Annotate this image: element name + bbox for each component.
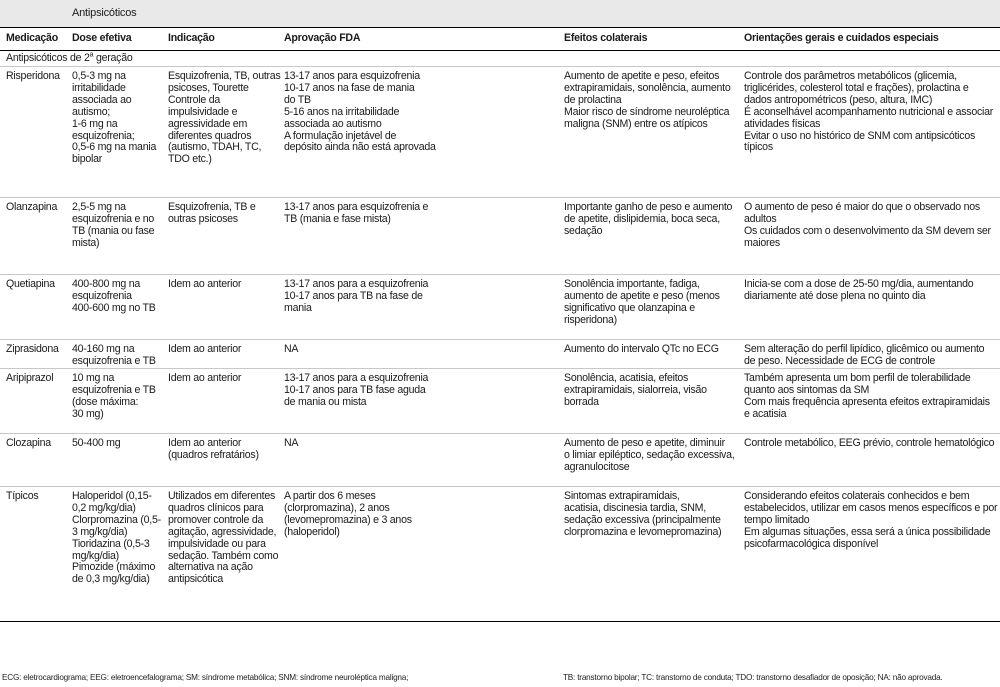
dose-line: 0,2 mg/kg/dia) [72, 501, 136, 514]
cell-medicacao [0, 198, 66, 275]
fda-line: associada ao autismo [284, 117, 382, 130]
efeitos-line: o limiar epiléptico, sedação excessiva, [564, 448, 735, 461]
cell-efeitos [558, 487, 738, 622]
indicacao-line: sedação. Também como [168, 549, 279, 562]
orientacoes-line: Em algumas situações, essa será a única possibilidade [744, 525, 991, 538]
table-row [0, 275, 1000, 340]
orientacoes-line: psicofarmacológica disponível [744, 537, 879, 550]
indicacao-line: alternativa na ação [168, 561, 253, 574]
orientacoes-line: tempo limitado [744, 513, 810, 526]
orientacoes-line: quanto aos sintomas da SM [744, 383, 870, 396]
subheader-cell [0, 51, 1000, 67]
table-row [0, 67, 1000, 198]
efeitos-line: de prolactina [564, 93, 622, 106]
orientacoes-line: dados antropométricos (peso, altura, IMC) [744, 93, 933, 106]
dose-line: 10 mg na [72, 372, 115, 384]
header-dose: Dose efetiva [66, 28, 162, 51]
cell-medicacao [0, 369, 66, 434]
medication-name: Quetiapina [6, 278, 55, 290]
fda-line: de mania ou mista [284, 395, 367, 408]
cell-efeitos [558, 369, 738, 434]
cell-dose [66, 340, 162, 369]
dose-line: 0,5-6 mg na mania [72, 141, 157, 154]
orientacoes-line: Sem alteração do perfil lipídico, glicêmico ou aumento [744, 343, 985, 355]
orientacoes-line: Inicia-se com a dose de 25-50 mg/dia, aumentando [744, 278, 974, 290]
fda-line: A partir dos 6 meses [284, 490, 376, 502]
cell-fda [278, 275, 558, 340]
indicacao-line: Idem ao anterior [168, 278, 242, 290]
efeitos-line: risperidona) [564, 313, 617, 326]
fda-line: 13-17 anos para a esquizofrenia [284, 372, 429, 384]
medication-name: Típicos [6, 490, 39, 502]
indicacao-line: promover controle da [168, 513, 264, 526]
cell-medicacao [0, 487, 66, 622]
header-row [0, 28, 1000, 51]
dose-line: 2,5-5 mg na [72, 201, 126, 213]
dose-line: Tioridazina (0,5-3 [72, 537, 150, 550]
fda-line: NA [284, 343, 299, 355]
subheader-text: Antipsicóticos de 2 [6, 51, 90, 64]
orientacoes-line: maiores [744, 236, 780, 249]
orientacoes-line: Também apresenta um bom perfil de tolerabilidade [744, 372, 971, 384]
cell-efeitos [558, 434, 738, 487]
indicacao-line: Idem ao anterior [168, 372, 242, 384]
dose-line: esquizofrenia e TB [72, 354, 156, 367]
cell-fda [278, 198, 558, 275]
footnote-left: ECG: eletrocardiograma; EEG: eletroencefalograma; SM: síndrome metabólica; SNM: síndrome neuroléptica maligna; [2, 673, 409, 682]
efeitos-line: Importante ganho de peso e aumento [564, 201, 733, 213]
cell-indicacao [162, 434, 278, 487]
dose-line: Haloperidol (0,15- [72, 490, 152, 502]
indicacao-line: (autismo, TDAH, TC, [168, 141, 262, 154]
footnote-right: TB: transtorno bipolar; TC: transtorno de conduta; TDO: transtorno desafiador de oposição; NA: não aprovada. [563, 673, 943, 682]
cell-dose [66, 487, 162, 622]
fda-line: 10-17 anos para TB fase aguda [284, 383, 426, 396]
orientacoes-line: diariamente até dose plena no quinto dia [744, 289, 926, 302]
cell-fda [278, 340, 558, 369]
indicacao-line: quadros clínicos para [168, 501, 264, 514]
dose-line: mista) [72, 236, 100, 249]
header-orientacoes: Orientações gerais e cuidados especiais [738, 28, 1000, 51]
fda-line: 13-17 anos para esquizofrenia [284, 70, 420, 82]
indicacao-line: Esquizofrenia, TB e [168, 201, 256, 213]
medication-name: Ziprasidona [6, 343, 59, 355]
cell-efeitos [558, 275, 738, 340]
orientacoes-line: O aumento de peso é maior do que o observado nos [744, 201, 980, 213]
cell-dose [66, 67, 162, 198]
cell-orientacoes [738, 340, 1000, 369]
fda-line: 10-17 anos para TB na fase de [284, 289, 423, 302]
dose-line: bipolar [72, 153, 103, 166]
indicacao-line: TDO etc.) [168, 153, 212, 166]
dose-line: 40-160 mg na [72, 343, 135, 355]
fda-line: (haloperidol) [284, 525, 340, 538]
cell-efeitos [558, 67, 738, 198]
fda-line: (clorpromazina), 2 anos [284, 501, 390, 514]
orientacoes-line: É aconselhável acompanhamento nutricional e associar [744, 105, 994, 118]
indicacao-line: Idem ao anterior [168, 343, 242, 355]
dose-line: irritabilidade [72, 81, 126, 94]
efeitos-line: de apetite, dislipidemia, boca seca, [564, 212, 720, 225]
cell-orientacoes [738, 198, 1000, 275]
indicacao-line: diferentes quadros [168, 129, 252, 142]
efeitos-line: extrapiramidais, sonolência, aumento [564, 81, 731, 94]
cell-orientacoes [738, 67, 1000, 198]
fda-line: 13-17 anos para esquizofrenia e [284, 201, 429, 213]
header-medicacao: Medicação [0, 28, 66, 51]
dose-line: 30 mg) [72, 407, 104, 420]
table-title: Antipsicóticos [72, 7, 137, 19]
cell-fda [278, 434, 558, 487]
table-title-band [0, 0, 1000, 27]
table-row [0, 340, 1000, 369]
efeitos-line: Aumento de apetite e peso, efeitos [564, 70, 720, 82]
dose-line: Clorpromazina (0,5- [72, 513, 161, 526]
dose-line: TB (mania ou fase [72, 224, 155, 237]
dose-line: 400-600 mg no TB [72, 301, 156, 314]
cell-indicacao [162, 369, 278, 434]
cell-medicacao [0, 67, 66, 198]
orientacoes-line: estabelecidos, utilizar em casos menos específicos e por [744, 501, 998, 514]
dose-line: 0,5-3 mg na [72, 70, 126, 82]
dose-line: (dose máxima: [72, 395, 139, 408]
dose-line: esquizofrenia e no [72, 212, 155, 225]
table-row [0, 198, 1000, 275]
orientacoes-line: típicos [744, 141, 773, 154]
fda-line: 5-16 anos na irritabilidade [284, 105, 400, 118]
orientacoes-line: triglicérides, colesterol total e frações), prolactina e [744, 81, 969, 94]
indicacao-line: (quadros refratários) [168, 448, 259, 461]
orientacoes-line: atividades físicas [744, 117, 821, 130]
efeitos-line: Aumento do intervalo QTc no ECG [564, 343, 719, 355]
cell-indicacao [162, 198, 278, 275]
table-row [0, 434, 1000, 487]
cell-fda [278, 487, 558, 622]
efeitos-line: Maior risco de síndrome neuroléptica [564, 105, 730, 118]
fda-line: do TB [284, 93, 311, 106]
cell-indicacao [162, 487, 278, 622]
fda-line: 10-17 anos na fase de mania [284, 81, 415, 94]
cell-fda [278, 67, 558, 198]
medication-name: Aripiprazol [6, 372, 54, 384]
header-indicacao: Indicação [162, 28, 278, 51]
cell-medicacao [0, 275, 66, 340]
cell-fda [278, 369, 558, 434]
fda-line: NA [284, 437, 299, 449]
dose-line: Pimozide (máximo [72, 561, 156, 574]
indicacao-line: agitação, agressividade, [168, 525, 277, 538]
indicacao-line: antipsicótica [168, 573, 224, 586]
dose-line: 3 mg/kg/dia) [72, 525, 128, 538]
orientacoes-line: e acatisia [744, 407, 787, 420]
cell-indicacao [162, 340, 278, 369]
orientacoes-line: Considerando efeitos colaterais conhecidos e bem [744, 490, 970, 502]
orientacoes-line: Controle metabólico, EEG prévio, controle hematológico [744, 437, 995, 449]
efeitos-line: agranulocitose [564, 460, 630, 473]
cell-medicacao [0, 340, 66, 369]
efeitos-line: clorpromazina e levomepromazina) [564, 525, 722, 538]
medication-name: Risperidona [6, 70, 60, 82]
header-efeitos: Efeitos colaterais [558, 28, 738, 51]
orientacoes-line: Com mais frequência apresenta efeitos extrapiramidais [744, 395, 990, 408]
subheader-row [0, 51, 1000, 67]
cell-efeitos [558, 340, 738, 369]
efeitos-line: acatisia, discinesia tardia, SNM, [564, 501, 706, 514]
cell-orientacoes [738, 487, 1000, 622]
subheader-sup: a [89, 51, 94, 59]
table-row [0, 369, 1000, 434]
dose-line: esquizofrenia; [72, 129, 135, 142]
indicacao-line: impulsividade ou para [168, 537, 266, 550]
efeitos-line: aumento de apetite e peso (menos [564, 289, 720, 302]
indicacao-line: agressividade em [168, 117, 248, 130]
indicacao-line: Idem ao anterior [168, 437, 242, 449]
medication-name: Olanzapina [6, 201, 58, 213]
indicacao-line: psicoses, Tourette [168, 81, 249, 94]
indicacao-line: Controle da [168, 93, 221, 106]
cell-dose [66, 275, 162, 340]
efeitos-line: extrapiramidais, sialorreia, visão [564, 383, 707, 396]
dose-line: 50-400 mg [72, 437, 121, 449]
dose-line: 1-6 mg na [72, 117, 118, 130]
dose-line: esquizofrenia [72, 289, 132, 302]
efeitos-line: Sintomas extrapiramidais, [564, 490, 680, 502]
dose-line: 400-800 mg na [72, 278, 141, 290]
cell-dose [66, 369, 162, 434]
orientacoes-line: Os cuidados com o desenvolvimento da SM devem ser [744, 224, 991, 237]
dose-line: de 0,3 mg/kg/dia) [72, 573, 150, 586]
fda-line: mania [284, 301, 312, 314]
cell-orientacoes [738, 369, 1000, 434]
indicacao-line: Esquizofrenia, TB, outras [168, 70, 281, 82]
dose-line: mg/kg/dia) [72, 549, 119, 562]
cell-efeitos [558, 198, 738, 275]
efeitos-line: borrada [564, 395, 599, 408]
cell-indicacao [162, 67, 281, 198]
indicacao-line: Utilizados em diferentes [168, 490, 276, 502]
table-row [0, 487, 1000, 622]
medication-name: Clozapina [6, 437, 51, 449]
cell-indicacao [162, 275, 278, 340]
efeitos-line: sedação excessiva (principalmente [564, 513, 721, 526]
efeitos-line: Aumento de peso e apetite, diminuir [564, 437, 725, 449]
cell-medicacao [0, 434, 66, 487]
fda-line: (levomepromazina) e 3 anos [284, 513, 412, 526]
efeitos-line: Sonolência importante, fadiga, [564, 278, 700, 290]
cell-orientacoes [738, 275, 1000, 340]
cell-orientacoes [738, 434, 1000, 487]
dose-line: esquizofrenia e TB [72, 383, 156, 396]
antipsychotics-table [0, 27, 1000, 622]
fda-line: A formulação injetável de [284, 129, 397, 142]
cell-dose [66, 434, 162, 487]
efeitos-line: Sonolência, acatisia, efeitos [564, 372, 689, 384]
efeitos-line: sedação [564, 224, 603, 237]
orientacoes-line: Controle dos parâmetros metabólicos (glicemia, [744, 70, 957, 82]
indicacao-line: outras psicoses [168, 212, 238, 225]
subheader-suffix: geração [93, 51, 133, 64]
efeitos-line: significativo que olanzapina e [564, 301, 695, 314]
dose-line: associada ao [72, 93, 132, 106]
orientacoes-line: de peso. Necessidade de ECG de controle [744, 354, 936, 367]
header-fda: Aprovação FDA [278, 28, 558, 51]
fda-line: 13-17 anos para a esquizofrenia [284, 278, 429, 290]
dose-line: autismo; [72, 105, 111, 118]
fda-line: TB (mania e fase mista) [284, 212, 391, 225]
indicacao-line: impulsividade e [168, 105, 238, 118]
cell-dose [66, 198, 162, 275]
efeitos-line: maligna (SNM) entre os atípicos [564, 117, 708, 130]
fda-line: depósito ainda não está aprovada [284, 141, 436, 154]
orientacoes-line: Evitar o uso no histórico de SNM com antipsicóticos [744, 129, 976, 142]
orientacoes-line: adultos [744, 212, 777, 225]
